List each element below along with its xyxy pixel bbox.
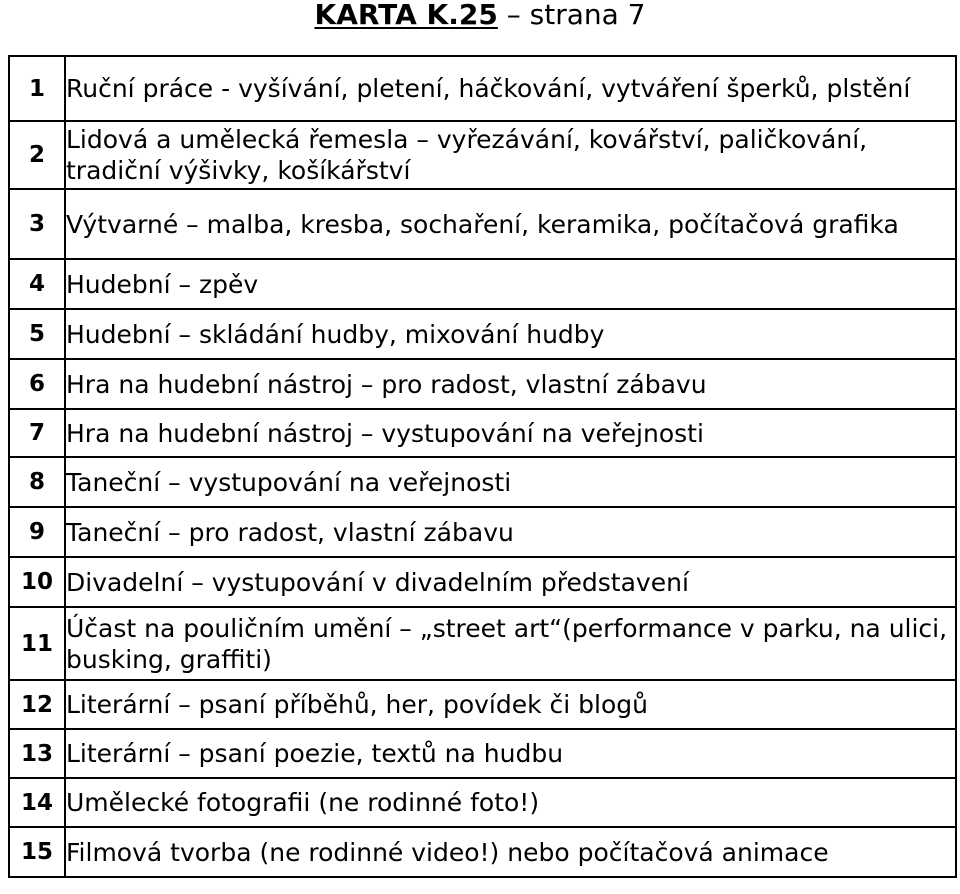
row-number: 14 — [9, 778, 65, 827]
row-text — [65, 56, 956, 121]
row-label: Hudební – zpěv — [66, 269, 259, 299]
page-title — [0, 0, 960, 40]
row-number: 12 — [9, 680, 65, 729]
row-label: Umělecké fotografii (ne rodinné foto!) — [66, 788, 540, 817]
row-label: Ruční práce - vyšívání, pletení, háčkování, vytváření šperků, plstění — [66, 74, 911, 103]
row-label: Literární – psaní příběhů, her, povídek či blogů — [66, 690, 648, 719]
row-number: 11 — [9, 607, 65, 680]
table-row — [9, 259, 956, 309]
row-number: 9 — [9, 507, 65, 557]
table-row — [9, 457, 956, 507]
table-row — [9, 309, 956, 359]
card-code: KARTA K.25 — [314, 0, 498, 31]
row-text — [65, 778, 956, 827]
row-text — [65, 121, 956, 189]
row-text — [65, 507, 956, 557]
row-number: 7 — [9, 409, 65, 457]
row-label: Hudební – skládání hudby, mixování hudby — [66, 319, 605, 349]
row-number: 13 — [9, 729, 65, 778]
table-row — [9, 121, 956, 189]
table-row — [9, 56, 956, 121]
table-row — [9, 409, 956, 457]
table-row — [9, 359, 956, 409]
row-text — [65, 259, 956, 309]
row-number: 3 — [9, 189, 65, 259]
table-row — [9, 189, 956, 259]
row-number: 4 — [9, 259, 65, 309]
row-text — [65, 309, 956, 359]
table-row — [9, 680, 956, 729]
row-number: 8 — [9, 457, 65, 507]
page-number: strana 7 — [529, 0, 646, 31]
row-label: Taneční – pro radost, vlastní zábavu — [66, 517, 514, 547]
row-label: Divadelní – vystupování v divadelním představení — [66, 567, 689, 597]
table-row — [9, 778, 956, 827]
row-label: Taneční – vystupování na veřejnosti — [66, 467, 512, 497]
row-label: Literární – psaní poezie, textů na hudbu — [66, 739, 564, 768]
row-text — [65, 607, 956, 680]
row-text — [65, 729, 956, 778]
table-row — [9, 729, 956, 778]
table-row — [9, 607, 956, 680]
row-label: Hra na hudební nástroj – pro radost, vlastní zábavu — [66, 369, 707, 399]
row-number: 1 — [9, 56, 65, 121]
row-number: 15 — [9, 827, 65, 877]
row-label: Hra na hudební nástroj – vystupování na veřejnosti — [66, 418, 704, 448]
table-row — [9, 507, 956, 557]
title-separator: – — [506, 0, 521, 31]
row-label: Výtvarné – malba, kresba, sochaření, keramika, počítačová grafika — [66, 209, 899, 239]
row-text — [65, 359, 956, 409]
table-row — [9, 557, 956, 607]
row-label: Účast na pouličním umění – „street art“(performance v parku, na ulici, busking, graffiti) — [66, 613, 948, 674]
row-number: 10 — [9, 557, 65, 607]
row-label: Filmová tvorba (ne rodinné video!) nebo počítačová animace — [66, 837, 829, 867]
row-number: 5 — [9, 309, 65, 359]
row-text — [65, 680, 956, 729]
row-label: Lidová a umělecká řemesla – vyřezávání, kovářství, paličkování, tradiční výšivky, košíkářství — [66, 125, 868, 185]
row-text — [65, 827, 956, 877]
row-number: 2 — [9, 121, 65, 189]
row-text — [65, 189, 956, 259]
activity-table — [8, 55, 957, 878]
row-text — [65, 557, 956, 607]
row-text — [65, 457, 956, 507]
table-row — [9, 827, 956, 877]
row-number: 6 — [9, 359, 65, 409]
row-text — [65, 409, 956, 457]
